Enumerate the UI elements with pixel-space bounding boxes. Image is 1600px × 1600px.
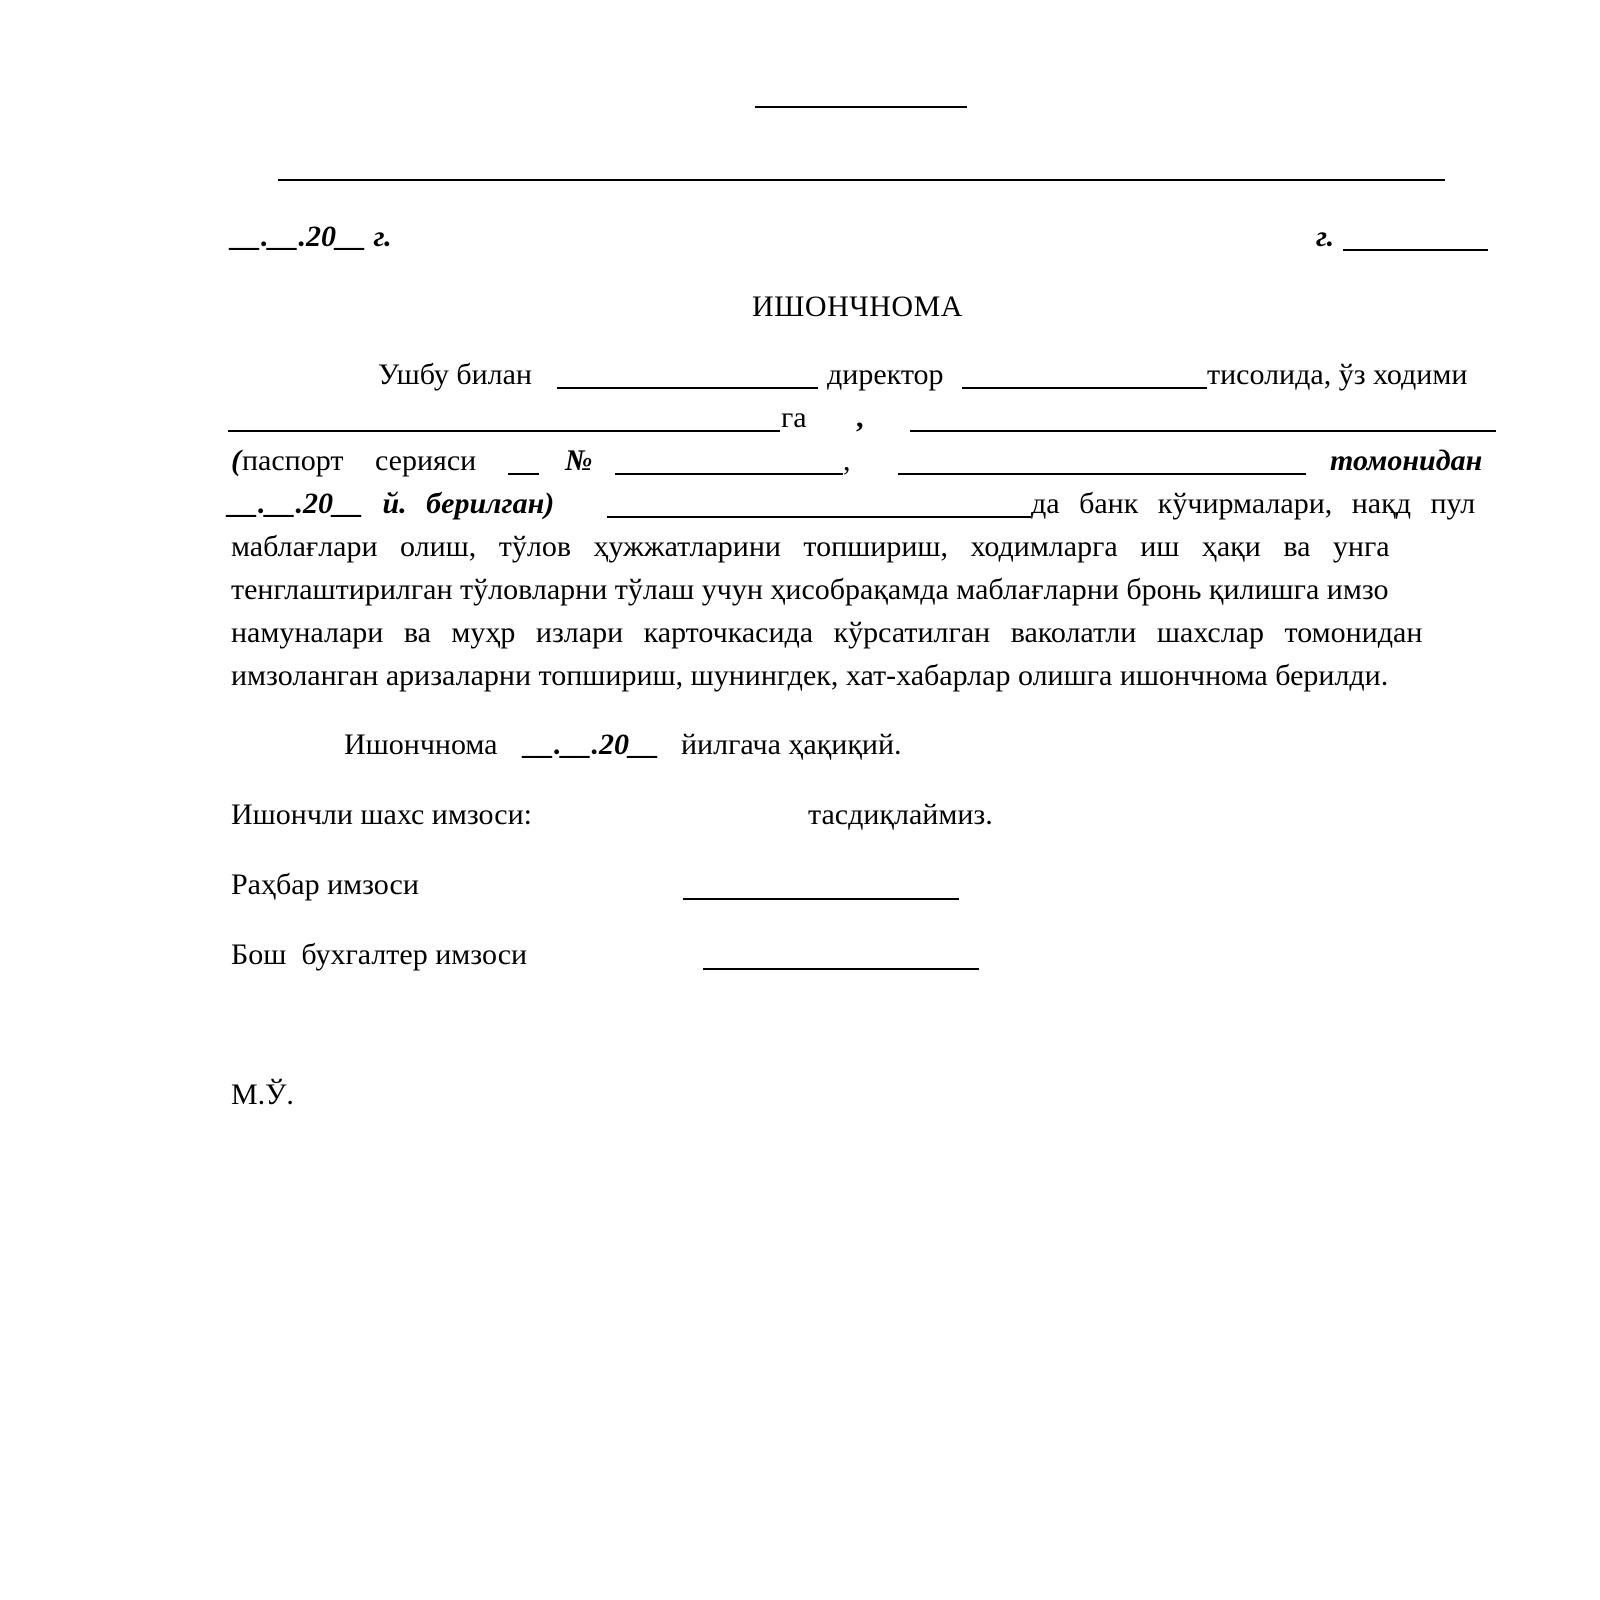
date-left: __.__.20__ г. [231, 220, 392, 253]
body-l3-no: № [565, 444, 593, 477]
city-blank [1343, 249, 1488, 251]
passport-number-blank [615, 473, 843, 475]
body-l4-b: да банк кўчирмалари, нақд пул [1031, 487, 1476, 520]
body-l7: намуналари ва муҳр излари карточкасида кўрсатилган ваколатли шахслар томонидан [231, 616, 1423, 649]
accountant-signature-blank [703, 968, 979, 970]
body-l3-bi: томонидан [1330, 444, 1483, 477]
body-l2-b: , [856, 401, 864, 434]
company-blank [557, 387, 818, 389]
validity-suffix: йилгача ҳақиқий. [681, 728, 902, 761]
employee-blank [228, 430, 780, 432]
body-l5: маблағлари олиш, тўлов ҳужжатларини топшириш, ходимларга иш ҳақи ва унга [231, 530, 1390, 563]
body-l6: тенглаштирилган тўловларни тўлаш учун ҳисобрақамда маблағларни бронь қилишга имзо [231, 573, 1389, 606]
city-prefix: г. [1316, 220, 1335, 253]
series-blank [508, 473, 539, 475]
stamp-place: М.Ў. [231, 1078, 294, 1111]
head-signature-blank [683, 898, 959, 900]
account-blank [607, 516, 1031, 518]
body-l1-a: Ушбу билан [378, 358, 532, 391]
body-l1-b: директор [827, 358, 944, 391]
body-l1-c: тисолида, ўз ходими [1207, 358, 1468, 391]
director-blank [962, 387, 1207, 389]
body-l3-b: серияси [375, 444, 477, 477]
head-signature-label: Раҳбар имзоси [231, 868, 419, 901]
confirm-text: тасдиқлаймиз. [808, 798, 993, 831]
position-blank [910, 430, 1496, 432]
body-l4-bi: __.__.20__ й. берилган) [228, 487, 555, 520]
accountant-signature-label: Бош бухгалтер имзоси [231, 938, 528, 971]
issuer-blank [898, 473, 1306, 475]
validity-date: __.__.20__ [524, 728, 659, 761]
document-title: ИШОНЧНОМА [752, 290, 963, 323]
top-long-line [278, 179, 1445, 181]
validity-label: Ишончнома [344, 728, 498, 761]
body-l3-a: паспорт [242, 444, 344, 477]
body-l8: имзоланган аризаларни топшириш, шунингдек, хат-хабарлар олишга ишончнома берилди. [231, 659, 1389, 692]
body-l2-a: га [781, 401, 807, 434]
body-l3-paren: ( [231, 444, 241, 477]
top-short-line [755, 106, 967, 108]
body-l3-comma: , [843, 444, 851, 477]
trusted-person-signature: Ишончли шахс имзоси: [231, 798, 532, 831]
